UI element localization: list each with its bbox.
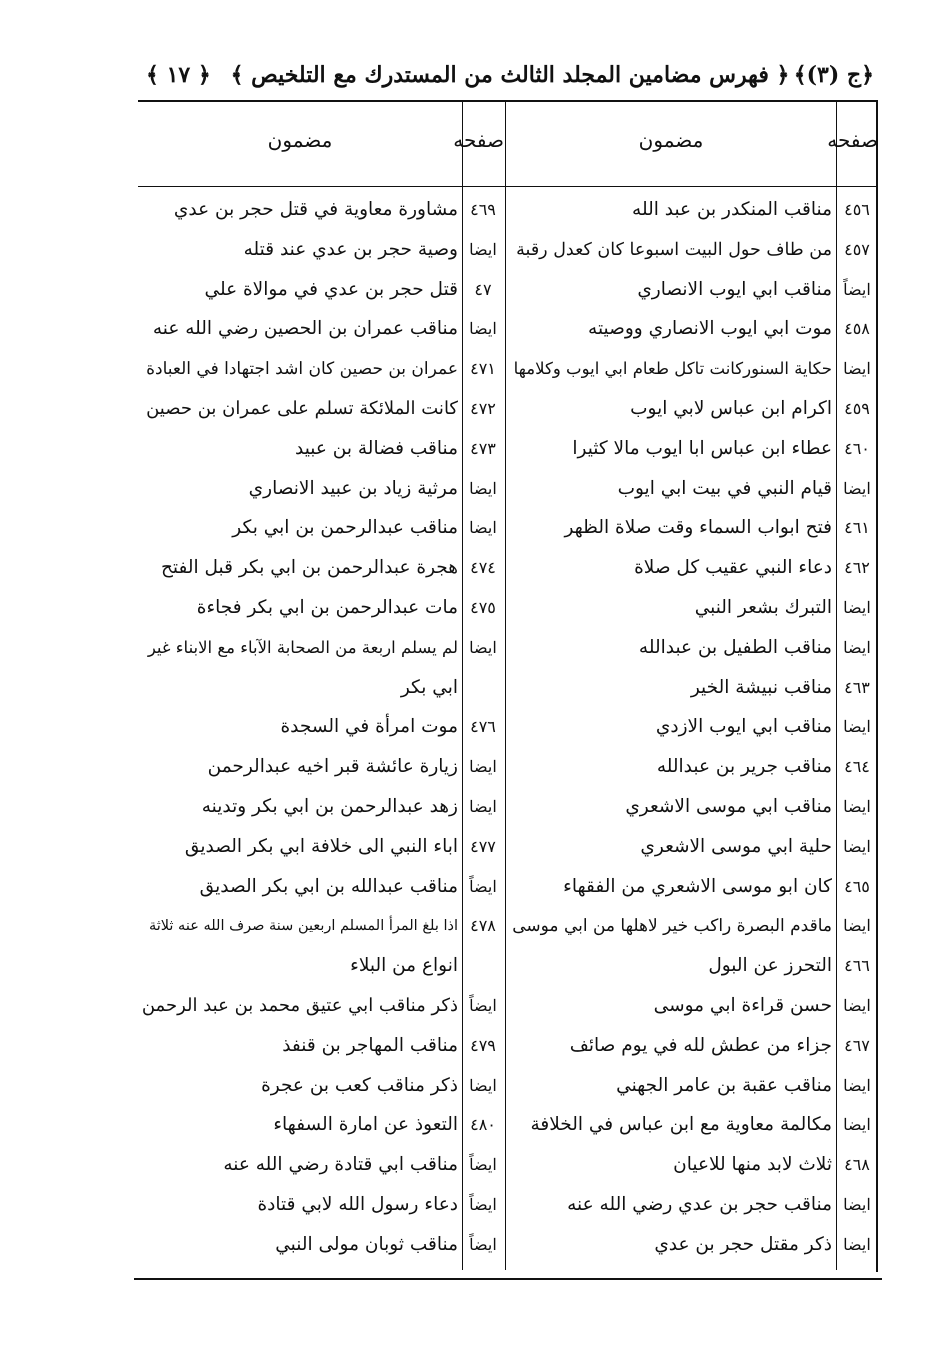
entry-page-number: ايضا	[843, 797, 871, 816]
list-item	[0, 787, 945, 827]
left-content-header: مضمون	[267, 128, 333, 152]
list-item	[0, 1145, 945, 1185]
entry-text: اباء النبي الى خلافة ابي بكر الصديق	[184, 835, 458, 857]
entry-text: قتل حجر بن عدي في موالاة علي	[204, 278, 458, 300]
page-number: ﴿ ١٧ ﴾	[146, 62, 211, 88]
entry-page-number: ايضا	[843, 717, 871, 737]
entry-page-number: ٤٦٢	[844, 558, 870, 578]
entry-text: مناقب عقبة بن عامر الجهني	[616, 1074, 832, 1096]
list-item	[0, 906, 945, 946]
entry-text: ذكر مناقب ابي عتيق محمد بن عبد الرحمن	[141, 995, 458, 1016]
entry-page-number: ٤٨٠	[470, 1115, 496, 1135]
list-item	[0, 309, 945, 349]
entry-text: لم يسلم اربعة من الصحابة الآباء مع الابناء غير	[147, 637, 458, 657]
list-item	[0, 469, 945, 509]
right-content-header: مضمون	[638, 128, 704, 152]
list-item	[0, 827, 945, 867]
entry-page-number: ٤٧٣	[470, 438, 496, 458]
list-item	[0, 668, 945, 708]
entry-text: التبرك بشعر النبي	[694, 597, 832, 618]
list-item	[0, 628, 945, 668]
list-item	[0, 508, 945, 548]
entry-page-number: ايضا	[843, 359, 871, 379]
entry-text: زيارة عائشة قبر اخيه عبدالرحمن	[207, 756, 458, 778]
entry-text: التعوذ عن امارة السفهاء	[273, 1114, 458, 1136]
entry-page-number: ٤٧٨	[470, 916, 496, 936]
entry-page-number: ايضا	[469, 518, 497, 538]
entry-text: عمران بن حصين كان اشد اجتهادا في العبادة	[146, 359, 458, 380]
entry-text: مناقب عمران بن الحصين رضي الله عنه	[152, 318, 458, 340]
entry-page-number: ٤٧٧	[470, 836, 496, 856]
entry-text: فتح ابواب السماء وقت صلاة الظهر	[564, 517, 832, 539]
entry-page-number: ايضاً	[469, 996, 497, 1015]
entry-text: مكالمة معاوية مع ابن عباس في الخلافة	[530, 1114, 832, 1136]
entry-page-number: ٤٦٧	[844, 1035, 870, 1055]
list-item	[0, 270, 945, 310]
entry-page-number: ايضا	[843, 637, 871, 657]
entry-text: اكرام ابن عباس لابي ايوب	[630, 398, 832, 419]
entry-page-number: ٤٦٦	[844, 956, 870, 976]
entry-page-number: ٤٧٩	[470, 1035, 496, 1055]
entry-text: عطاء ابن عباس ابا ايوب مالا كثيرا	[572, 437, 832, 459]
page-header	[140, 58, 880, 98]
entry-text: موت امرأة في السجدة	[280, 716, 458, 738]
entry-page-number: ايضا	[469, 637, 497, 657]
list-item	[0, 707, 945, 747]
entry-text: ذكر مقتل حجر بن عدي	[654, 1233, 832, 1255]
header-divider	[138, 186, 878, 187]
entry-page-number: ايضاً	[469, 1155, 497, 1175]
entry-text: مرثية زياد بن عبيد الانصاري	[248, 477, 458, 499]
entry-text: اذا بلغ المرأ المسلم اربعين سنة صرف الله عنه ثلاثة	[148, 918, 458, 935]
list-item	[0, 429, 945, 469]
entry-text: مناقب الطفيل بن عبدالله	[638, 636, 832, 658]
entry-text: زهد عبدالرحمن بن ابي بكر وتدينه	[201, 796, 458, 817]
entry-text: مات عبدالرحمن بن ابي بكر فجاءة	[196, 597, 458, 618]
entry-page-number: ٤٦٥	[844, 876, 870, 896]
bottom-rule	[134, 1278, 882, 1280]
entry-text: كان ابو موسى الاشعري من الفقهاء	[563, 875, 832, 897]
entry-text: التحرز عن البول	[708, 955, 832, 977]
entry-page-number: ٤٥٧	[844, 239, 870, 259]
entry-text: مناقب المهاجر بن قنفذ	[282, 1034, 458, 1056]
entry-page-number: ايضا	[843, 996, 871, 1015]
entry-text: من طاف حول البيت اسبوعا كان كعدل رقبة	[516, 239, 832, 260]
entry-page-number: ٤٦٤	[844, 757, 870, 777]
entry-text: مناقب ابي ايوب الانصاري	[637, 278, 832, 300]
entry-text: ماقدم البصرة راكب خير لاهلها من ابي موسى	[512, 916, 832, 937]
entry-page-number: ٤٧٥	[470, 598, 496, 617]
entry-page-number: ايضا	[469, 319, 497, 339]
entry-text: وصية حجر بن عدي عند قتله	[243, 238, 458, 260]
entry-page-number: ايضا	[843, 478, 871, 498]
entry-page-number: ايضا	[469, 1075, 497, 1095]
entry-page-number: ايضا	[843, 1115, 871, 1135]
entry-page-number: ٤٦٨	[844, 1155, 870, 1175]
entry-page-number: ايضاً	[469, 876, 497, 896]
entry-page-number: ايضا	[469, 797, 497, 816]
list-item	[0, 1066, 945, 1106]
entry-page-number: ايضا	[469, 239, 497, 259]
entry-page-number: ايضا	[843, 598, 871, 617]
entry-text: مناقب عبدالله بن ابي بكر الصديق	[199, 875, 458, 897]
entry-page-number: ايضا	[843, 1075, 871, 1095]
volume-label: ﴿ج (٣)﴾	[793, 62, 874, 88]
list-item	[0, 548, 945, 588]
entry-text: حسن قراءة ابي موسى	[653, 995, 832, 1016]
entry-page-number: ٤٧	[474, 279, 492, 299]
list-item	[0, 230, 945, 270]
entry-text: قيام النبي في بيت ابي ايوب	[617, 477, 832, 499]
entry-page-number: ٤٦٣	[844, 677, 870, 697]
page-title: ﴿ فهرس مضامين المجلد الثالث من المستدرك مع التلخيص ﴾	[230, 62, 790, 88]
entry-page-number: ايضا	[469, 757, 497, 777]
entry-text: مناقب ابي قتادة رضي الله عنه	[223, 1154, 458, 1176]
list-item	[0, 747, 945, 787]
entry-text: دعاء النبي عقيب كل صلاة	[634, 557, 832, 579]
entry-page-number: ٤٦٠	[844, 438, 870, 458]
list-item	[0, 1105, 945, 1145]
entry-page-number: ٤٥٦	[844, 200, 870, 219]
entry-page-number: ٤٦٩	[470, 200, 496, 219]
entry-text: ذكر مناقب كعب بن عجرة	[261, 1074, 458, 1096]
entry-text: ابي بكر	[400, 676, 458, 698]
entry-text: مشاورة معاوية في قتل حجر بن عدي	[173, 199, 458, 220]
entry-text: انواع من البلاء	[350, 955, 458, 977]
entry-text: كانت الملائكة تسلم على عمران بن حصين	[146, 398, 458, 419]
entry-page-number: ايضاً	[469, 1234, 497, 1254]
entry-page-number: ايضا	[843, 916, 871, 936]
entry-page-number: ٤٧٦	[470, 717, 496, 737]
entry-text: مناقب المنكدر بن عبد الله	[632, 199, 832, 220]
entry-page-number: ٤٥٩	[844, 399, 870, 418]
entry-text: حكاية السنوركانت تاكل طعام ابي ايوب وكلامها	[513, 359, 832, 379]
entry-text: مناقب حجر بن عدي رضي الله عنه	[567, 1194, 832, 1215]
entry-page-number: ايضا	[843, 836, 871, 856]
entry-page-number: ايضاً	[469, 1195, 497, 1214]
entry-page-number: ايضا	[843, 1195, 871, 1214]
entry-text: جزاء من عطش لله في يوم صائف	[569, 1034, 832, 1056]
entry-text: مناقب ابي موسى الاشعري	[625, 796, 832, 817]
list-item	[0, 349, 945, 389]
list-item	[0, 867, 945, 907]
list-item	[0, 190, 945, 230]
list-item	[0, 986, 945, 1026]
list-item	[0, 1225, 945, 1265]
entry-text: حلية ابي موسى الاشعري	[640, 835, 832, 857]
left-number-header: صفحه	[453, 128, 504, 152]
list-item	[0, 1185, 945, 1225]
entry-page-number: ٤٥٨	[844, 319, 870, 339]
entry-text: دعاء رسول الله لابي قتادة	[257, 1194, 458, 1215]
list-item	[0, 588, 945, 628]
list-item	[0, 1026, 945, 1066]
entry-text: موت ابي ايوب الانصاري ووصيته	[588, 318, 832, 340]
entry-page-number: ٤٧٤	[470, 558, 496, 578]
list-item	[0, 389, 945, 429]
entry-page-number: ٤٦١	[844, 518, 870, 538]
entry-page-number: ٤٧٢	[470, 399, 496, 418]
list-item	[0, 946, 945, 986]
entry-text: مناقب ثوبان مولى النبي	[275, 1233, 458, 1255]
entry-text: ثلاث لابد منها للاعيان	[673, 1154, 832, 1176]
entry-text: هجرة عبدالرحمن بن ابي بكر قبل الفتح	[160, 557, 458, 579]
entry-page-number: ايضا	[843, 1234, 871, 1254]
entry-text: مناقب نبيشة الخير	[690, 676, 832, 698]
entry-page-number: ايضا	[469, 478, 497, 498]
entry-text: مناقب فضالة بن عبيد	[294, 437, 458, 459]
entry-text: مناقب جرير بن عبدالله	[656, 756, 832, 778]
entry-page-number: ايضاً	[843, 279, 871, 299]
right-number-header: صفحه	[827, 128, 878, 152]
entry-text: مناقب ابي ايوب الازدي	[655, 716, 832, 738]
entry-page-number: ٤٧١	[470, 359, 496, 379]
entry-text: مناقب عبدالرحمن بن ابي بكر	[232, 517, 458, 539]
